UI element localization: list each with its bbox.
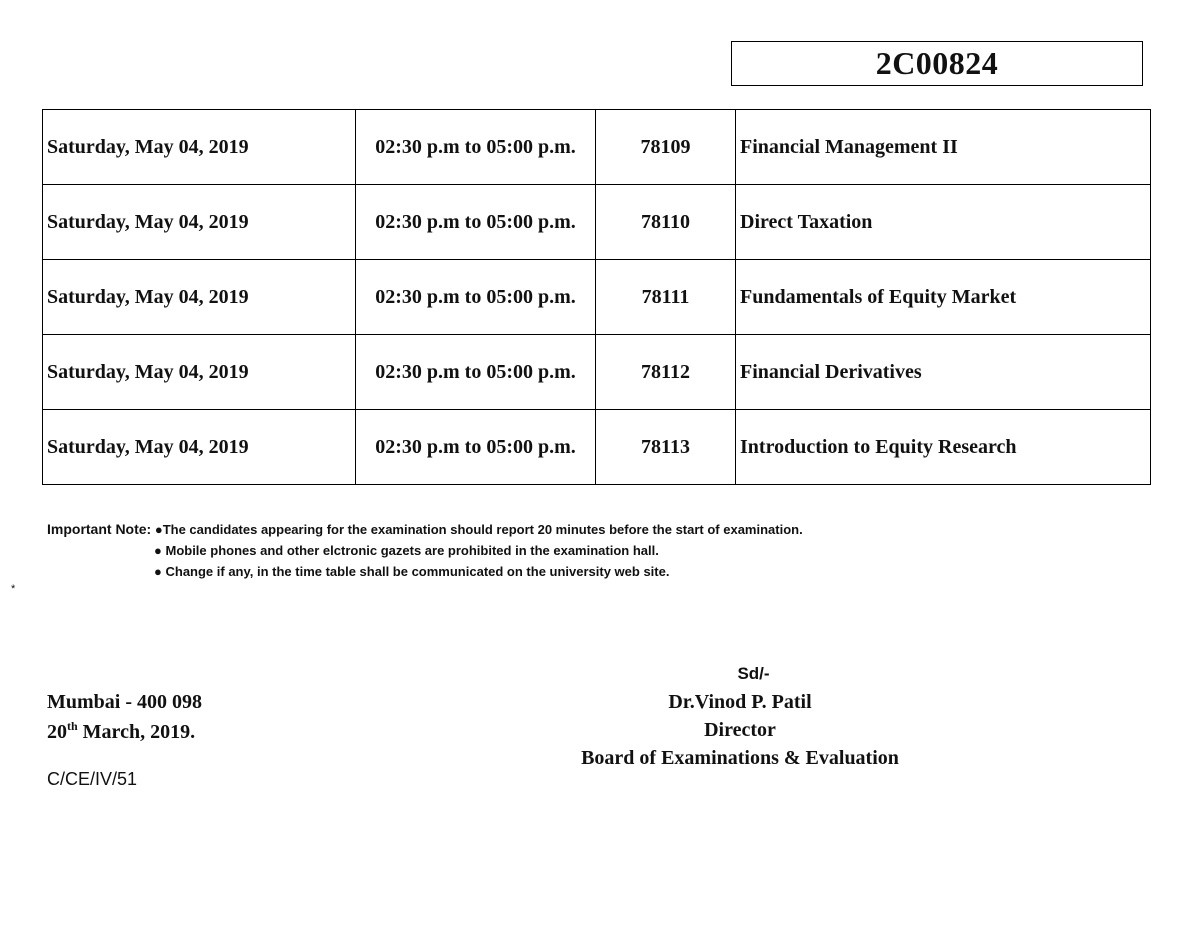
subject-name: Fundamentals of Equity Market bbox=[736, 260, 1151, 335]
paper-code: 78109 bbox=[596, 110, 736, 185]
exam-time: 02:30 p.m to 05:00 p.m. bbox=[356, 335, 596, 410]
exam-time: 02:30 p.m to 05:00 p.m. bbox=[356, 410, 596, 485]
table-row bbox=[43, 260, 1151, 335]
exam-time: 02:30 p.m to 05:00 p.m. bbox=[356, 110, 596, 185]
place-city: Mumbai - 400 098 bbox=[47, 691, 202, 713]
subject-name: Financial Derivatives bbox=[736, 335, 1151, 410]
subject-name: Introduction to Equity Research bbox=[736, 410, 1151, 485]
table-row bbox=[43, 335, 1151, 410]
exam-date: Saturday, May 04, 2019 bbox=[43, 410, 356, 485]
note-item bbox=[47, 519, 803, 540]
exam-date: Saturday, May 04, 2019 bbox=[43, 185, 356, 260]
issue-date-suffix: th bbox=[67, 719, 78, 733]
issue-date-rest: March, 2019. bbox=[77, 721, 196, 743]
document-code: 2C00824 bbox=[875, 45, 999, 81]
important-notes bbox=[47, 519, 803, 582]
issue-date bbox=[47, 717, 202, 747]
subject-name: Direct Taxation bbox=[736, 185, 1151, 260]
signatory-board: Board of Examinations & Evaluation bbox=[581, 747, 899, 769]
bullet-icon: ● bbox=[154, 543, 162, 558]
bullet-icon: ● bbox=[154, 522, 163, 537]
document-code-box bbox=[731, 41, 1143, 86]
note-label: Important Note: bbox=[47, 521, 152, 537]
note-text: Change if any, in the time table shall be communicated on the university web site. bbox=[165, 564, 670, 579]
note-item bbox=[47, 561, 803, 582]
exam-date: Saturday, May 04, 2019 bbox=[43, 110, 356, 185]
stray-mark: * bbox=[11, 583, 16, 595]
table-row bbox=[43, 410, 1151, 485]
exam-schedule-table bbox=[42, 109, 1151, 485]
exam-date: Saturday, May 04, 2019 bbox=[43, 335, 356, 410]
note-item bbox=[47, 540, 803, 561]
bullet-icon: ● bbox=[154, 564, 162, 579]
paper-code: 78111 bbox=[596, 260, 736, 335]
paper-code: 78110 bbox=[596, 185, 736, 260]
table-row bbox=[43, 185, 1151, 260]
signatory-title: Director bbox=[704, 719, 776, 741]
table-row bbox=[43, 110, 1151, 185]
signatory-name: Dr.Vinod P. Patil bbox=[668, 691, 812, 713]
exam-time: 02:30 p.m to 05:00 p.m. bbox=[356, 185, 596, 260]
signatory-block bbox=[560, 660, 920, 772]
paper-code: 78113 bbox=[596, 410, 736, 485]
signature-mark: Sd/- bbox=[737, 664, 770, 683]
issue-date-day: 20 bbox=[47, 721, 67, 743]
place-and-date bbox=[47, 687, 202, 747]
exam-date: Saturday, May 04, 2019 bbox=[43, 260, 356, 335]
note-text: Mobile phones and other elctronic gazets are prohibited in the examination hall. bbox=[165, 543, 659, 558]
reference-number: C/CE/IV/51 bbox=[47, 769, 138, 789]
subject-name: Financial Management II bbox=[736, 110, 1151, 185]
exam-time: 02:30 p.m to 05:00 p.m. bbox=[356, 260, 596, 335]
paper-code: 78112 bbox=[596, 335, 736, 410]
note-text: The candidates appearing for the examination should report 20 minutes before the start of examination. bbox=[162, 522, 803, 537]
